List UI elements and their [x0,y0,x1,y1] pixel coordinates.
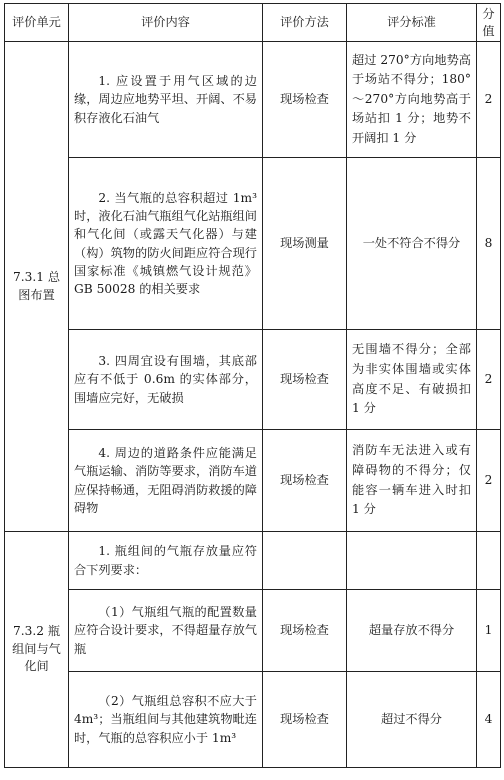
content-cell: 1. 应设置于用气区域的边缘，周边应地势平坦、开阔、不易积存液化石油气 [69,42,263,158]
table-row [5,430,501,532]
criteria-cell [347,532,477,590]
header-criteria: 评分标准 [347,4,477,42]
method-cell: 现场检查 [263,42,347,158]
content-cell: （2）气瓶组总容积不应大于 4m³；当瓶组间与其他建筑物毗连时，气瓶的总容积应小于 1m³ [69,672,263,768]
score-cell: 1 [477,590,501,672]
score-cell: 4 [477,672,501,768]
criteria-cell: 超过 270°方向地势高于场站不得分；180°～270°方向地势高于场站扣 1 分；地势不开阔扣 1 分 [347,42,477,158]
table-row [5,330,501,430]
criteria-cell: 超过不得分 [347,672,477,768]
criteria-cell: 一处不符合不得分 [347,158,477,330]
header-score: 分值 [477,4,501,42]
table-row [5,672,501,768]
criteria-cell: 消防车无法进入或有障碍物的不得分；仅能容一辆车进入时扣 1 分 [347,430,477,532]
score-cell: 8 [477,158,501,330]
table-row [5,590,501,672]
method-cell: 现场测量 [263,158,347,330]
criteria-cell: 超量存放不得分 [347,590,477,672]
method-cell: 现场检查 [263,672,347,768]
header-row [5,4,501,42]
score-cell [477,532,501,590]
header-content: 评价内容 [69,4,263,42]
score-cell: 2 [477,430,501,532]
table-row [5,42,501,158]
method-cell [263,532,347,590]
header-unit: 评价单元 [5,4,69,42]
content-cell: （1）气瓶组气瓶的配置数量应符合设计要求，不得超量存放气瓶 [69,590,263,672]
unit-cell: 7.3.1 总图布置 [5,42,69,532]
score-cell: 2 [477,330,501,430]
content-cell: 1. 瓶组间的气瓶存放量应符合下列要求： [69,532,263,590]
method-cell: 现场检查 [263,590,347,672]
score-cell: 2 [477,42,501,158]
table-row [5,158,501,330]
table-row [5,532,501,590]
header-method: 评价方法 [263,4,347,42]
method-cell: 现场检查 [263,430,347,532]
criteria-cell: 无围墙不得分；全部为非实体围墙或实体高度不足、有破损扣 1 分 [347,330,477,430]
content-cell: 2. 当气瓶的总容积超过 1m³ 时，液化石油气瓶组气化站瓶组间和气化间（或露天气化器）与建（构）筑物的防火间距应符合现行国家标准《城镇燃气设计规范》GB 50028 的相关要求 [69,158,263,330]
content-cell: 3. 四周宜设有围墙，其底部应有不低于 0.6m 的实体部分，围墙应完好，无破损 [69,330,263,430]
evaluation-table [4,3,501,768]
unit-cell: 7.3.2 瓶组间与气化间 [5,532,69,768]
method-cell: 现场检查 [263,330,347,430]
content-cell: 4. 周边的道路条件应能满足气瓶运输、消防等要求，消防车道应保持畅通，无阻碍消防救援的障碍物 [69,430,263,532]
